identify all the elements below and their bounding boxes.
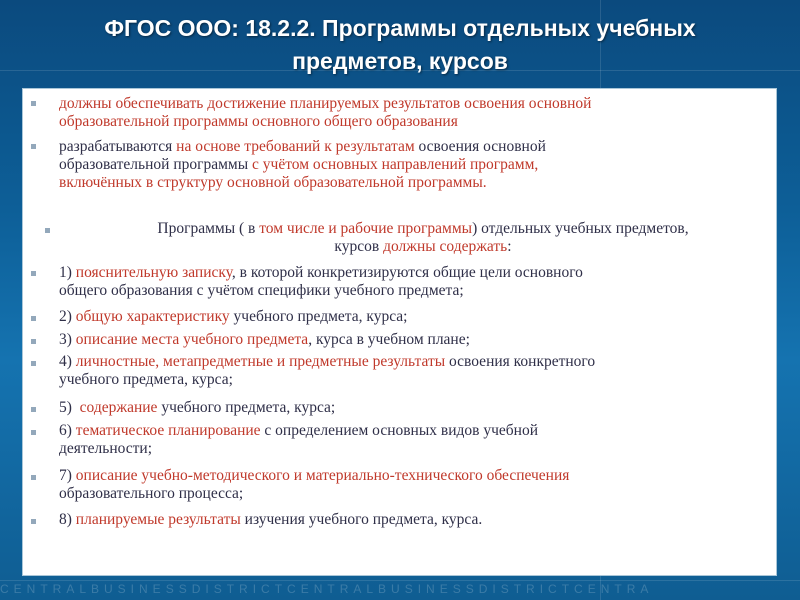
intro-highlight: том числе и рабочие программы [259, 220, 473, 237]
item-highlight: личностные, метапредметные и предметные результаты [75, 353, 446, 370]
intro-text: курсов [334, 238, 384, 255]
item-2-text: освоения основной [414, 138, 546, 155]
item-text: , в которой конкретизируются общие цели основного [231, 264, 583, 281]
item-number: 2) [59, 308, 76, 325]
item-number: 5) [59, 399, 80, 416]
item-number: 6) [59, 422, 76, 439]
slide-title [20, 12, 780, 78]
intro-text: Программы ( в [157, 220, 260, 237]
item-text: изучения учебного предмета, курса. [240, 511, 483, 528]
list-item-5 [59, 399, 794, 417]
item-highlight: пояснительную записку [75, 264, 232, 281]
bullet-icon [31, 519, 36, 524]
item-number: 8) [59, 511, 76, 528]
item-text: деятельности; [59, 440, 153, 457]
item-highlight: планируемые результаты [75, 511, 241, 528]
item-highlight: содержание [79, 399, 158, 416]
bullet-icon [31, 361, 36, 366]
item-text: общего образования с учётом специфики учебного предмета; [59, 282, 464, 299]
bullet-icon [31, 430, 36, 435]
item-highlight: тематическое планирование [75, 422, 261, 439]
item-1-line-2: образовательной программы основного общего образования [59, 113, 458, 130]
list-item-1 [59, 264, 794, 300]
item-number: 1) [59, 264, 76, 281]
bullet-icon [31, 407, 36, 412]
item-number: 7) [59, 467, 76, 484]
content-panel [22, 88, 777, 576]
item-text: учебного предмета, курса; [229, 308, 408, 325]
item-2 [59, 138, 794, 192]
list-item-8 [59, 511, 794, 529]
intro-text: : [507, 238, 512, 255]
item-text: учебного предмета, курса; [59, 371, 233, 388]
item-2-text: разрабатываются [59, 138, 177, 155]
list-item-7 [59, 467, 794, 503]
title-line-1: ФГОС ООО: 18.2.2. Программы отдельных учебных [104, 15, 696, 41]
footer-watermark: CENTRALBUSINESSDISTRICTCENTRALBUSINESSDISTRICTCENTRA [0, 582, 654, 596]
bullet-icon [31, 144, 36, 149]
item-1-line-1: должны обеспечивать достижение планируемых результатов освоения основной [59, 95, 592, 112]
item-highlight: общую характеристику [75, 308, 230, 325]
item-number: 3) [59, 331, 76, 348]
item-2-highlight: на основе требований к результатам [176, 138, 415, 155]
bullet-icon [31, 316, 36, 321]
item-highlight: описание места учебного предмета [75, 331, 309, 348]
bullet-icon [31, 271, 36, 276]
item-2-text: образовательной программы [59, 156, 253, 173]
item-2-highlight: включённых в структуру основной образовательной программы. [59, 174, 487, 191]
item-text: с определением основных видов учебной [260, 422, 538, 439]
list-item-3 [59, 331, 794, 349]
item-text: учебного предмета, курса; [157, 399, 336, 416]
list-item-4 [59, 353, 794, 389]
item-1 [59, 95, 794, 131]
bullet-icon [31, 339, 36, 344]
bullet-icon [31, 101, 36, 106]
title-line-2: предметов, курсов [292, 48, 508, 74]
item-text: образовательного процесса; [59, 485, 244, 502]
intro-highlight: должны содержать [383, 238, 508, 255]
item-number: 4) [59, 353, 76, 370]
bullet-icon [31, 475, 36, 480]
intro-paragraph [63, 220, 783, 256]
list-item-2 [59, 308, 794, 326]
bullet-icon [45, 228, 50, 233]
item-highlight: описание учебно-методического и материально-технического обеспечения [75, 467, 570, 484]
item-text: , курса в учебном плане; [308, 331, 470, 348]
list-item-6 [59, 422, 794, 458]
item-text: освоения конкретного [445, 353, 596, 370]
item-2-highlight: с учётом основных направлений программ, [252, 156, 539, 173]
intro-text: ) отдельных учебных предметов, [472, 220, 689, 237]
